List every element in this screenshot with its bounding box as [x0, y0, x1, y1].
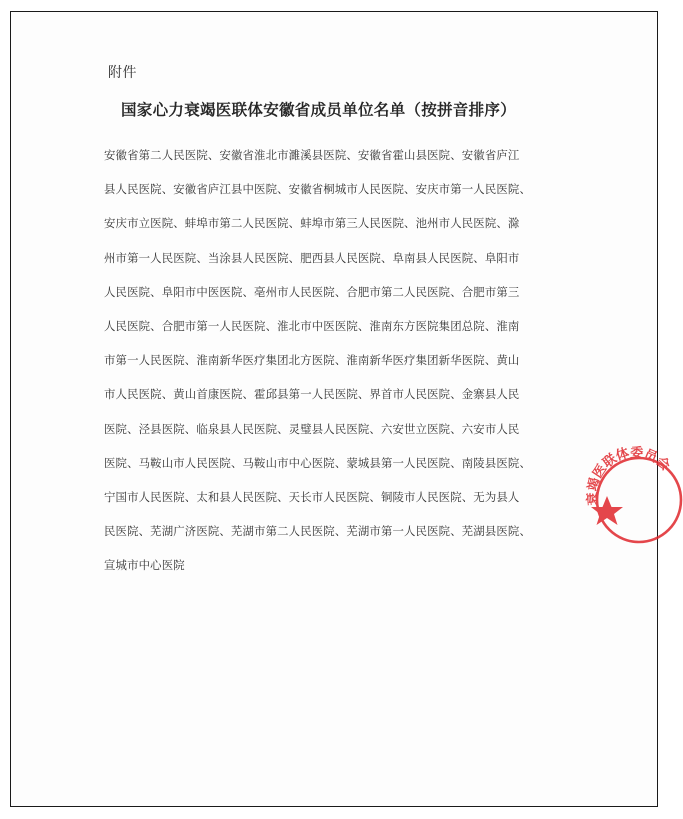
member-list-line: 州市第一人民医院、当涂县人民医院、肥西县人民医院、阜南县人民医院、阜阳市 [104, 250, 520, 265]
member-list-line: 安庆市立医院、蚌埠市第二人民医院、蚌埠市第三人民医院、池州市人民医院、滁 [104, 216, 520, 231]
member-list-line: 市第一人民医院、淮南新华医疗集团北方医院、淮南新华医疗集团新华医院、黄山 [104, 353, 520, 368]
member-list-line: 安徽省第二人民医院、安徽省淮北市濉溪县医院、安徽省霍山县医院、安徽省庐江 [104, 148, 520, 162]
member-list-line: 宣城市中心医院 [104, 558, 185, 573]
document-title: 国家心力衰竭医联体安徽省成员单位名单（按拼音排序） [121, 101, 517, 119]
member-list-line: 医院、泾县医院、临泉县人民医院、灵璧县人民医院、六安世立医院、六安市人民 [104, 421, 520, 436]
member-list-line: 宁国市人民医院、太和县人民医院、天长市人民医院、铜陵市人民医院、无为县人 [104, 489, 520, 504]
member-list-line: 县人民医院、安徽省庐江县中医院、安徽省桐城市人民医院、安庆市第一人民医院、 [104, 182, 532, 197]
member-list [104, 138, 584, 582]
official-seal-stamp [583, 444, 683, 544]
member-list-line: 人民医院、阜阳市中医医院、亳州市人民医院、合肥市第二人民医院、合肥市第三 [104, 284, 520, 299]
attachment-label: 附件 [108, 65, 137, 81]
member-list-line: 人民医院、合肥市第一人民医院、淮北市中医医院、淮南东方医院集团总院、淮南 [104, 318, 520, 333]
member-list-line: 民医院、芜湖广济医院、芜湖市第二人民医院、芜湖市第一人民医院、芜湖县医院、 [104, 524, 532, 539]
member-list-line: 医院、马鞍山市人民医院、马鞍山市中心医院、蒙城县第一人民医院、南陵县医院、 [104, 455, 532, 470]
document-page [10, 11, 673, 807]
svg-text:衰竭医联体委员会: 衰竭医联体委员会 [585, 445, 673, 506]
member-list-line: 市人民医院、黄山首康医院、霍邱县第一人民医院、界首市人民医院、金寨县人民 [104, 387, 520, 402]
